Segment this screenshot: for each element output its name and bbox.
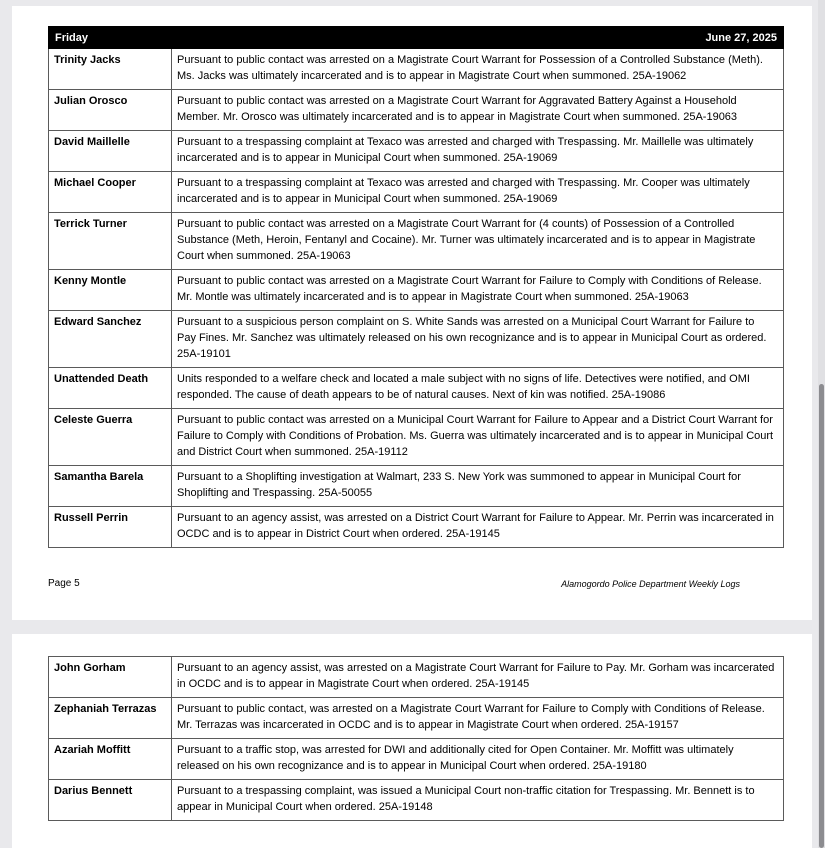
entry-name: Michael Cooper bbox=[49, 172, 172, 213]
police-log-table bbox=[48, 656, 784, 821]
table-header-row bbox=[49, 27, 784, 49]
entry-description: Pursuant to a trespassing complaint at Texaco was arrested and charged with Trespassing. Mr. Cooper was ultimately incarcerated and is to appear in Municipal Court when summoned. 25A-19069 bbox=[172, 172, 784, 213]
entry-description: Pursuant to an agency assist, was arrested on a District Court Warrant for Failure to Appear. Mr. Perrin was incarcerated in OCDC and is to appear in District Court when ordered. 25A-19145 bbox=[172, 507, 784, 548]
entry-name: Edward Sanchez bbox=[49, 311, 172, 368]
table-row bbox=[49, 131, 784, 172]
entry-name: Unattended Death bbox=[49, 368, 172, 409]
entry-description: Pursuant to an agency assist, was arrested on a Magistrate Court Warrant for Failure to Pay. Mr. Gorham was incarcerated in OCDC and is to appear in Magistrate Court when ordered. 25A-19145 bbox=[172, 657, 784, 698]
entry-name: Julian Orosco bbox=[49, 90, 172, 131]
entry-name: Azariah Moffitt bbox=[49, 739, 172, 780]
entry-description: Pursuant to a Shoplifting investigation at Walmart, 233 S. New York was summoned to appear in Municipal Court for Shoplifting and Trespassing. 25A-50055 bbox=[172, 466, 784, 507]
entry-description: Pursuant to public contact was arrested on a Magistrate Court Warrant for Aggravated Battery Against a Household Member. Mr. Orosco was ultimately incarcerated and is to appear in Magistrate Court when summoned. 25A-19063 bbox=[172, 90, 784, 131]
police-log-table bbox=[48, 26, 784, 548]
table-row bbox=[49, 213, 784, 270]
entry-description: Pursuant to a suspicious person complaint on S. White Sands was arrested on a Municipal Court Warrant for Failure to Pay Fines. Mr. Sanchez was ultimately released on his own recognizance and is to appear in Municipal Court as ordered. 25A-19101 bbox=[172, 311, 784, 368]
table-row bbox=[49, 698, 784, 739]
table-row bbox=[49, 466, 784, 507]
entry-description: Pursuant to public contact, was arrested on a Magistrate Court Warrant for Failure to Comply with Conditions of Release. Mr. Terrazas was incarcerated in OCDC and is to appear in Magistrate Court when ordered. 25A-19157 bbox=[172, 698, 784, 739]
publication-title: Alamogordo Police Department Weekly Logs bbox=[561, 579, 740, 589]
entry-description: Pursuant to public contact was arrested on a Magistrate Court Warrant for Failure to Comply with Conditions of Release. Mr. Montle was ultimately incarcerated and is to appear in Magistrate Court when summoned. 25A-19063 bbox=[172, 270, 784, 311]
entry-description: Pursuant to a trespassing complaint at Texaco was arrested and charged with Trespassing. Mr. Maillelle was ultimately incarcerated and is to appear in Municipal Court when summoned. 25A-19069 bbox=[172, 131, 784, 172]
entry-description: Pursuant to public contact was arrested on a Municipal Court Warrant for Failure to Appear and a District Court Warrant for Failure to Comply with Conditions of Probation. Ms. Guerra was ultimately incarcerated and is to appear in Municipal Court and District Court when summoned. 25A-19112 bbox=[172, 409, 784, 466]
scrollbar-thumb[interactable] bbox=[819, 384, 824, 848]
table-row bbox=[49, 311, 784, 368]
entry-name: Kenny Montle bbox=[49, 270, 172, 311]
table-row bbox=[49, 739, 784, 780]
document-page-5 bbox=[12, 6, 812, 620]
entry-name: Zephaniah Terrazas bbox=[49, 698, 172, 739]
page-number: Page 5 bbox=[48, 578, 80, 589]
table-row bbox=[49, 172, 784, 213]
table-row bbox=[49, 368, 784, 409]
table-row bbox=[49, 657, 784, 698]
scrollbar-track[interactable] bbox=[818, 0, 825, 848]
table-row bbox=[49, 49, 784, 90]
date-header: June 27, 2025 bbox=[172, 27, 784, 49]
document-page-6 bbox=[12, 634, 812, 848]
table-row bbox=[49, 507, 784, 548]
table-row bbox=[49, 409, 784, 466]
table-row bbox=[49, 270, 784, 311]
entry-name: Celeste Guerra bbox=[49, 409, 172, 466]
entry-name: Samantha Barela bbox=[49, 466, 172, 507]
entry-name: David Maillelle bbox=[49, 131, 172, 172]
entry-name: Russell Perrin bbox=[49, 507, 172, 548]
entry-name: Terrick Turner bbox=[49, 213, 172, 270]
table-row bbox=[49, 90, 784, 131]
entry-description: Pursuant to a trespassing complaint, was issued a Municipal Court non-traffic citation for Trespassing. Mr. Bennett is to appear in Municipal Court when ordered. 25A-19148 bbox=[172, 780, 784, 821]
entry-name: Darius Bennett bbox=[49, 780, 172, 821]
entry-description: Units responded to a welfare check and located a male subject with no signs of life. Detectives were notified, and OMI responded. The cause of death appears to be of natural causes. Next of kin was notified. 25A-19086 bbox=[172, 368, 784, 409]
entry-description: Pursuant to a traffic stop, was arrested for DWI and additionally cited for Open Container. Mr. Moffitt was ultimately released on his own recognizance and is to appear in Municipal Court when ordered. 25A-19180 bbox=[172, 739, 784, 780]
entry-name: John Gorham bbox=[49, 657, 172, 698]
entry-description: Pursuant to public contact was arrested on a Magistrate Court Warrant for (4 counts) of Possession of a Controlled Substance (Meth, Heroin, Fentanyl and Cocaine). Mr. Turner was ultimately incarcerated and is to appear in Magistrate Court when summoned. 25A-19063 bbox=[172, 213, 784, 270]
entry-description: Pursuant to public contact was arrested on a Magistrate Court Warrant for Possession of a Controlled Substance (Meth). Ms. Jacks was ultimately incarcerated and is to appear in Magistrate Court when summoned. 25A-19062 bbox=[172, 49, 784, 90]
entry-name: Trinity Jacks bbox=[49, 49, 172, 90]
day-header: Friday bbox=[49, 27, 172, 49]
table-row bbox=[49, 780, 784, 821]
